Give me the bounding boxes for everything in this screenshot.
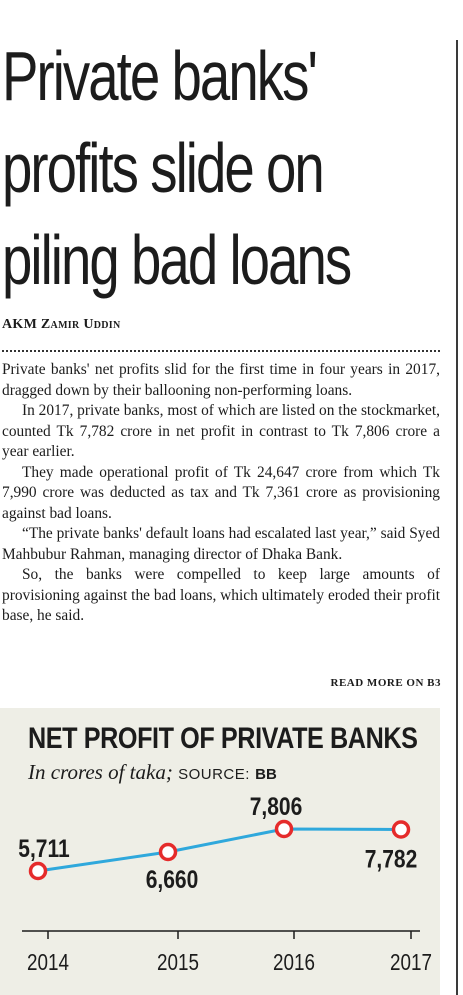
byline: AKM Zamir Uddin	[2, 317, 121, 332]
story-paragraph: They made operational profit of Tk 24,647 crore from which Tk 7,990 crore was deducted as tax and Tk 7,361 crore as provisioning against bad loans.	[2, 463, 440, 522]
headline	[2, 30, 349, 306]
x-tick-label-2017: 2017	[390, 950, 432, 976]
data-point-2014	[31, 864, 46, 879]
column-rule	[456, 40, 458, 995]
chart-panel	[0, 708, 440, 995]
story-paragraph: Private banks' net profits slid for the first time in four years in 2017, dragged down by their ballooning non-performing loans.	[2, 361, 440, 399]
dotted-divider	[2, 350, 440, 352]
data-label-2014: 5,711	[18, 834, 70, 863]
data-point-2017	[394, 822, 409, 837]
x-tick-label-2015: 2015	[157, 950, 199, 976]
chart-unit-note: In crores of taka;	[28, 760, 173, 784]
story-paragraph: “The private banks' default loans had escalated last year,” said Syed Mahbubur Rahman, managing director of Dhaka Bank.	[2, 525, 440, 563]
read-more-link[interactable]: READ MORE ON B3	[330, 677, 441, 689]
x-tick-label-2016: 2016	[273, 950, 315, 976]
data-label-2016: 7,806	[249, 792, 303, 821]
data-point-2016	[277, 822, 292, 837]
line-chart	[0, 708, 440, 995]
x-tick-label-2014: 2014	[27, 950, 69, 976]
data-label-2017: 7,782	[364, 844, 418, 873]
story-paragraph: In 2017, private banks, most of which are listed on the stockmarket, counted Tk 7,782 crore in net profit in contrast to Tk 7,806 crore a year earlier.	[2, 402, 441, 460]
headline-line-1: Private banks'	[2, 37, 316, 115]
story-paragraph: So, the banks were compelled to keep large amounts of provisioning against the bad loans, which ultimately eroded their profit base, he said.	[2, 566, 440, 624]
headline-line-2: profits slide on	[2, 129, 323, 207]
headline-line-3: piling bad loans	[2, 221, 351, 299]
data-label-2015: 6,660	[145, 865, 199, 894]
chart-source-label: SOURCE:	[178, 766, 250, 783]
chart-source-value: BB	[255, 766, 277, 783]
chart-title: NET PROFIT OF PRIVATE BANKS	[28, 722, 418, 755]
data-point-2015	[161, 845, 176, 860]
story-body	[2, 360, 440, 627]
series-line	[38, 829, 401, 871]
